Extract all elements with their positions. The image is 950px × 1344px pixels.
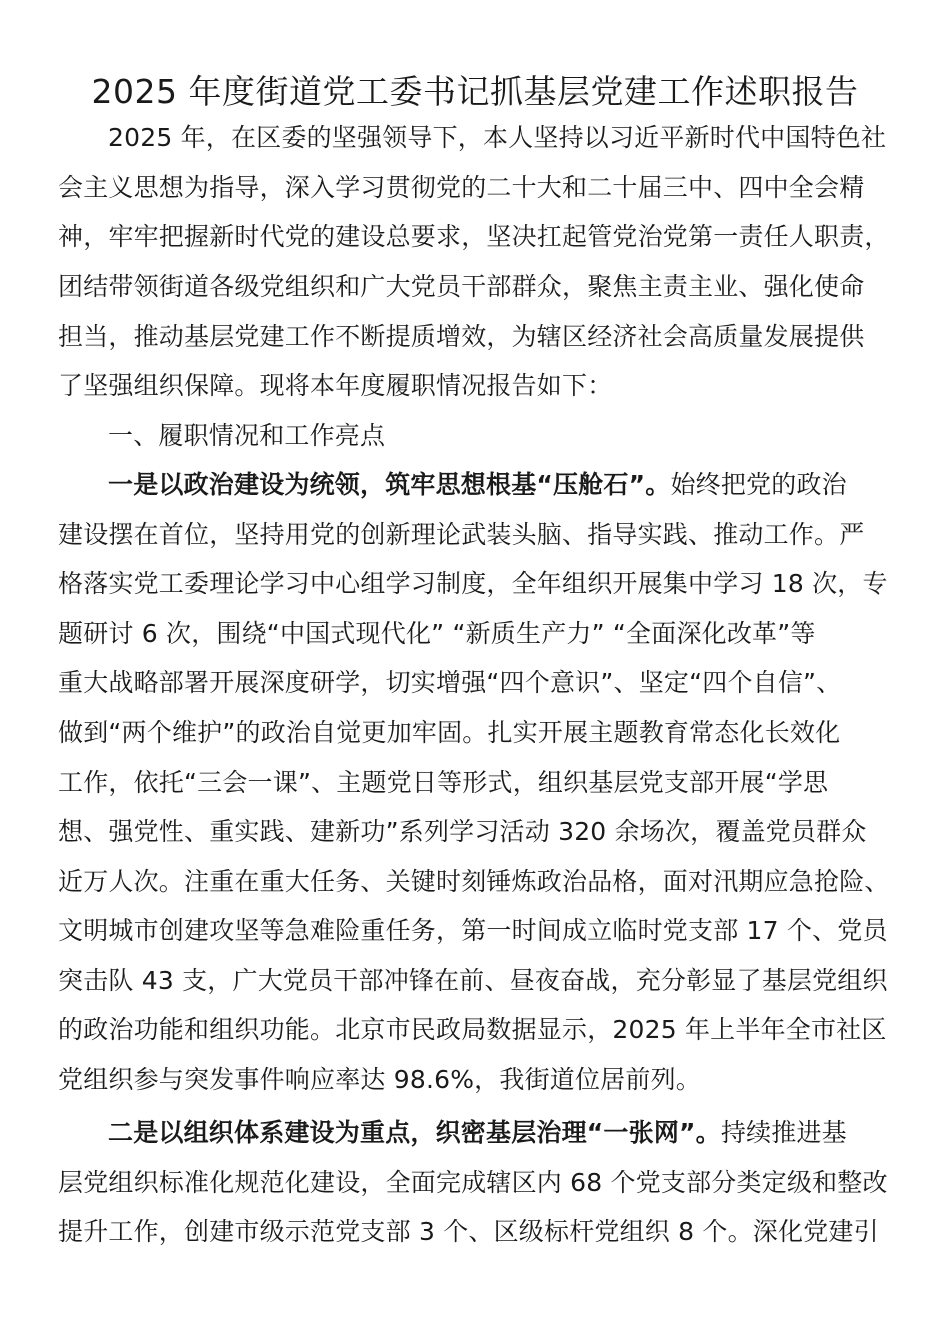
point-one-line: 想、强党性、重实践、建新功”系列学习活动 320 余场次，覆盖党员群众 bbox=[58, 817, 867, 846]
point-one-line: 工作，依托“三会一课”、主题党日等形式，组织基层党支部开展“学思 bbox=[58, 768, 829, 797]
point-one-line: 题研讨 6 次，围绕“中国式现代化” “新质生产力” “全面深化改革”等 bbox=[58, 619, 816, 648]
point-one-line: 近万人次。注重在重大任务、关键时刻锤炼政治品格，面对汛期应急抢险、 bbox=[58, 867, 890, 896]
point-two-lead: 二是以组织体系建设为重点，织密基层治理“一张网”。 bbox=[108, 1118, 721, 1147]
point-one-line: 党组织参与突发事件响应率达 98.6%，我街道位居前列。 bbox=[58, 1065, 701, 1094]
intro-line-3: 神，牢牢把握新时代党的建设总要求，坚决扛起管党治党第一责任人职责， bbox=[58, 222, 890, 251]
point-one-rest: 始终把党的政治 bbox=[670, 470, 847, 499]
intro-line-1: 2025 年，在区委的坚强领导下，本人坚持以习近平新时代中国特色社 bbox=[108, 123, 887, 152]
point-two-rest: 持续推进基 bbox=[720, 1118, 847, 1147]
point-one-first-line bbox=[108, 465, 898, 505]
intro-line-5: 担当，推动基层党建工作不断提质增效，为辖区经济社会高质量发展提供 bbox=[58, 322, 865, 351]
point-two-line: 层党组织标准化规范化建设，全面完成辖区内 68 个党支部分类定级和整改 bbox=[58, 1168, 888, 1197]
point-two-line: 提升工作，创建市级示范党支部 3 个、区级标杆党组织 8 个。深化党建引 bbox=[58, 1217, 879, 1246]
point-one-line: 突击队 43 支，广大党员干部冲锋在前、昼夜奋战，充分彰显了基层党组织 bbox=[58, 966, 888, 995]
section-heading: 一、履职情况和工作亮点 bbox=[108, 421, 386, 450]
document-title: 2025 年度街道党工委书记抓基层党建工作述职报告 bbox=[91, 72, 859, 111]
intro-line-2: 会主义思想为指导，深入学习贯彻党的二十大和二十届三中、四中全会精 bbox=[58, 173, 865, 202]
point-one-lead: 一是以政治建设为统领，筑牢思想根基“压舱石”。 bbox=[108, 470, 671, 499]
point-one-line: 重大战略部署开展深度研学，切实增强“四个意识”、坚定“四个自信”、 bbox=[58, 668, 842, 697]
point-one-line: 的政治功能和组织功能。北京市民政局数据显示，2025 年上半年全市社区 bbox=[58, 1015, 887, 1044]
point-one-line: 文明城市创建攻坚等急难险重任务，第一时间成立临时党支部 17 个、党员 bbox=[58, 916, 888, 945]
point-one-line: 格落实党工委理论学习中心组学习制度，全年组织开展集中学习 18 次，专 bbox=[58, 569, 888, 598]
intro-line-6: 了坚强组织保障。现将本年度履职情况报告如下： bbox=[58, 371, 613, 400]
point-two-first-line bbox=[108, 1113, 898, 1153]
intro-line-4: 团结带领街道各级党组织和广大党员干部群众，聚焦主责主业、强化使命 bbox=[58, 272, 865, 301]
point-one-line: 建设摆在首位，坚持用党的创新理论武装头脑、指导实践、推动工作。严 bbox=[58, 520, 865, 549]
point-one-line: 做到“两个维护”的政治自觉更加牢固。扎实开展主题教育常态化长效化 bbox=[58, 718, 841, 747]
